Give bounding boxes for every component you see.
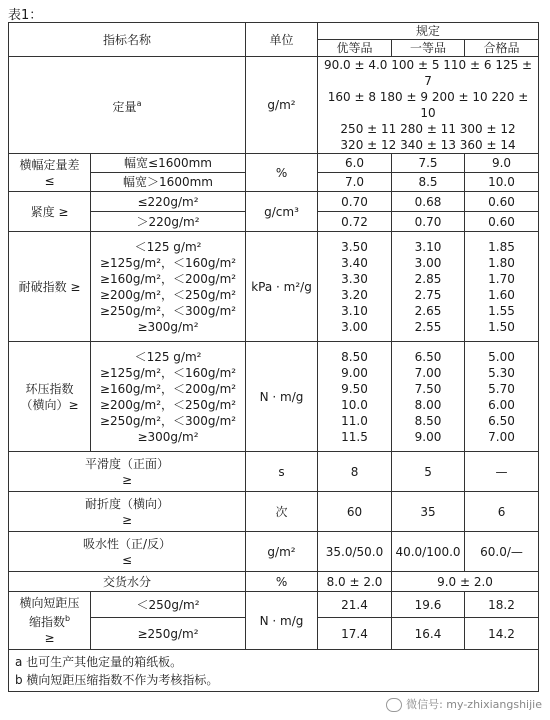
jiaohuo-unit: %	[246, 572, 318, 592]
hengfu-v1-2: 7.5	[392, 154, 465, 173]
header-grade-1: 优等品	[318, 40, 392, 57]
row-hengxiang-name: 横向短距压 缩指数$^b$ ≥	[9, 592, 91, 650]
header-indicator: 指标名称	[9, 23, 246, 57]
naipo-conds: ＜125 g/m² ≥125g/m²，＜160g/m² ≥160g/m²，＜200g/m² ≥200g/m²，＜250g/m² ≥250g/m²，＜300g/m² ≥300g/m²	[91, 232, 246, 342]
jindu-v1-2: 0.68	[392, 192, 465, 212]
row-dingliang-name: 定量$^a$	[9, 57, 246, 154]
note-a: a 也可生产其他定量的箱纸板。	[15, 654, 183, 669]
hengxiang-v2-1: 17.4	[318, 618, 392, 650]
spec-table-wrapper	[8, 22, 538, 692]
hengfu-v1-1: 6.0	[318, 154, 392, 173]
jindu-cond-2: ＞220g/m²	[91, 212, 246, 232]
pinghua-v2: 5	[392, 452, 465, 492]
naipo-grade-2: 3.10 3.00 2.85 2.75 2.65 2.55	[392, 232, 465, 342]
jindu-unit: g/cm³	[246, 192, 318, 232]
naipo-grade-3: 1.85 1.80 1.70 1.60 1.55 1.50	[465, 232, 539, 342]
huanya-grade-3: 5.00 5.30 5.70 6.00 6.50 7.00	[465, 342, 539, 452]
row-huanya-name: 环压指数 （横向）≥	[9, 342, 91, 452]
hengfu-v1-3: 9.0	[465, 154, 539, 173]
jindu-v2-1: 0.72	[318, 212, 392, 232]
hengfu-cond-1: 幅宽≤1600mm	[91, 154, 246, 173]
hengxiang-cond-1: ＜250g/m²	[91, 592, 246, 618]
watermark: 微信号: my-zhixiangshijie	[386, 696, 542, 712]
hengfu-cond-2: 幅宽＞1600mm	[91, 173, 246, 192]
jindu-v2-3: 0.60	[465, 212, 539, 232]
naipo-unit: kPa · m²/g	[246, 232, 318, 342]
header-grade-2: 一等品	[392, 40, 465, 57]
hengxiang-cond-2: ≥250g/m²	[91, 618, 246, 650]
row-dingliang-values: 90.0 ± 4.0 100 ± 5 110 ± 6 125 ± 7 160 ± 8 180 ± 9 200 ± 10 220 ± 10 250 ± 11 280 ± 11 300 ± 12 320 ± 12 340 ± 13 360 ± 14	[318, 57, 539, 154]
huanya-grade-1: 8.50 9.00 9.50 10.0 11.0 11.5	[318, 342, 392, 452]
wechat-icon	[386, 698, 402, 712]
hengxiang-v1-3: 18.2	[465, 592, 539, 618]
spec-table	[8, 22, 539, 692]
row-naipo-name: 耐破指数 ≥	[9, 232, 91, 342]
row-dingliang-unit: g/m²	[246, 57, 318, 154]
header-spec: 规定	[318, 23, 539, 40]
pinghua-v1: 8	[318, 452, 392, 492]
jindu-v1-1: 0.70	[318, 192, 392, 212]
pinghua-v3: —	[465, 452, 539, 492]
jindu-v1-3: 0.60	[465, 192, 539, 212]
naizhe-v1: 60	[318, 492, 392, 532]
huanya-grade-2: 6.50 7.00 7.50 8.00 8.50 9.00	[392, 342, 465, 452]
hengxiang-v2-2: 16.4	[392, 618, 465, 650]
naizhe-v2: 35	[392, 492, 465, 532]
jindu-cond-1: ≤220g/m²	[91, 192, 246, 212]
jiaohuo-v1: 8.0 ± 2.0	[318, 572, 392, 592]
jiaohuo-v2: 9.0 ± 2.0	[392, 572, 539, 592]
xishui-v2: 40.0/100.0	[392, 532, 465, 572]
hengxiang-v2-3: 14.2	[465, 618, 539, 650]
row-naizhe-name: 耐折度（横向） ≥	[9, 492, 246, 532]
pinghua-unit: s	[246, 452, 318, 492]
huanya-conds: ＜125 g/m² ≥125g/m²，＜160g/m² ≥160g/m²，＜200g/m² ≥200g/m²，＜250g/m² ≥250g/m²，＜300g/m² ≥300g/m²	[91, 342, 246, 452]
note-b: b 横向短距压缩指数不作为考核指标。	[15, 672, 219, 687]
hengfu-v2-1: 7.0	[318, 173, 392, 192]
hengfu-v2-3: 10.0	[465, 173, 539, 192]
hengxiang-v1-1: 21.4	[318, 592, 392, 618]
naizhe-unit: 次	[246, 492, 318, 532]
xishui-v1: 35.0/50.0	[318, 532, 392, 572]
jindu-v2-2: 0.70	[392, 212, 465, 232]
hengfu-unit: %	[246, 154, 318, 192]
row-xishui-name: 吸水性（正/反） ≤	[9, 532, 246, 572]
table-caption: 表1：	[8, 8, 43, 23]
header-grade-3: 合格品	[465, 40, 539, 57]
hengxiang-v1-2: 19.6	[392, 592, 465, 618]
row-jiaohuo-name: 交货水分	[9, 572, 246, 592]
row-jindu-name: 紧度 ≥	[9, 192, 91, 232]
table-notes	[9, 650, 539, 692]
hengfu-v2-2: 8.5	[392, 173, 465, 192]
naipo-grade-1: 3.50 3.40 3.30 3.20 3.10 3.00	[318, 232, 392, 342]
xishui-unit: g/m²	[246, 532, 318, 572]
xishui-v3: 60.0/—	[465, 532, 539, 572]
row-pinghua-name: 平滑度（正面） ≥	[9, 452, 246, 492]
row-hengfu-name: 横幅定量差 ≤	[9, 154, 91, 192]
huanya-unit: N · m/g	[246, 342, 318, 452]
header-unit: 单位	[246, 23, 318, 57]
hengxiang-unit: N · m/g	[246, 592, 318, 650]
naizhe-v3: 6	[465, 492, 539, 532]
